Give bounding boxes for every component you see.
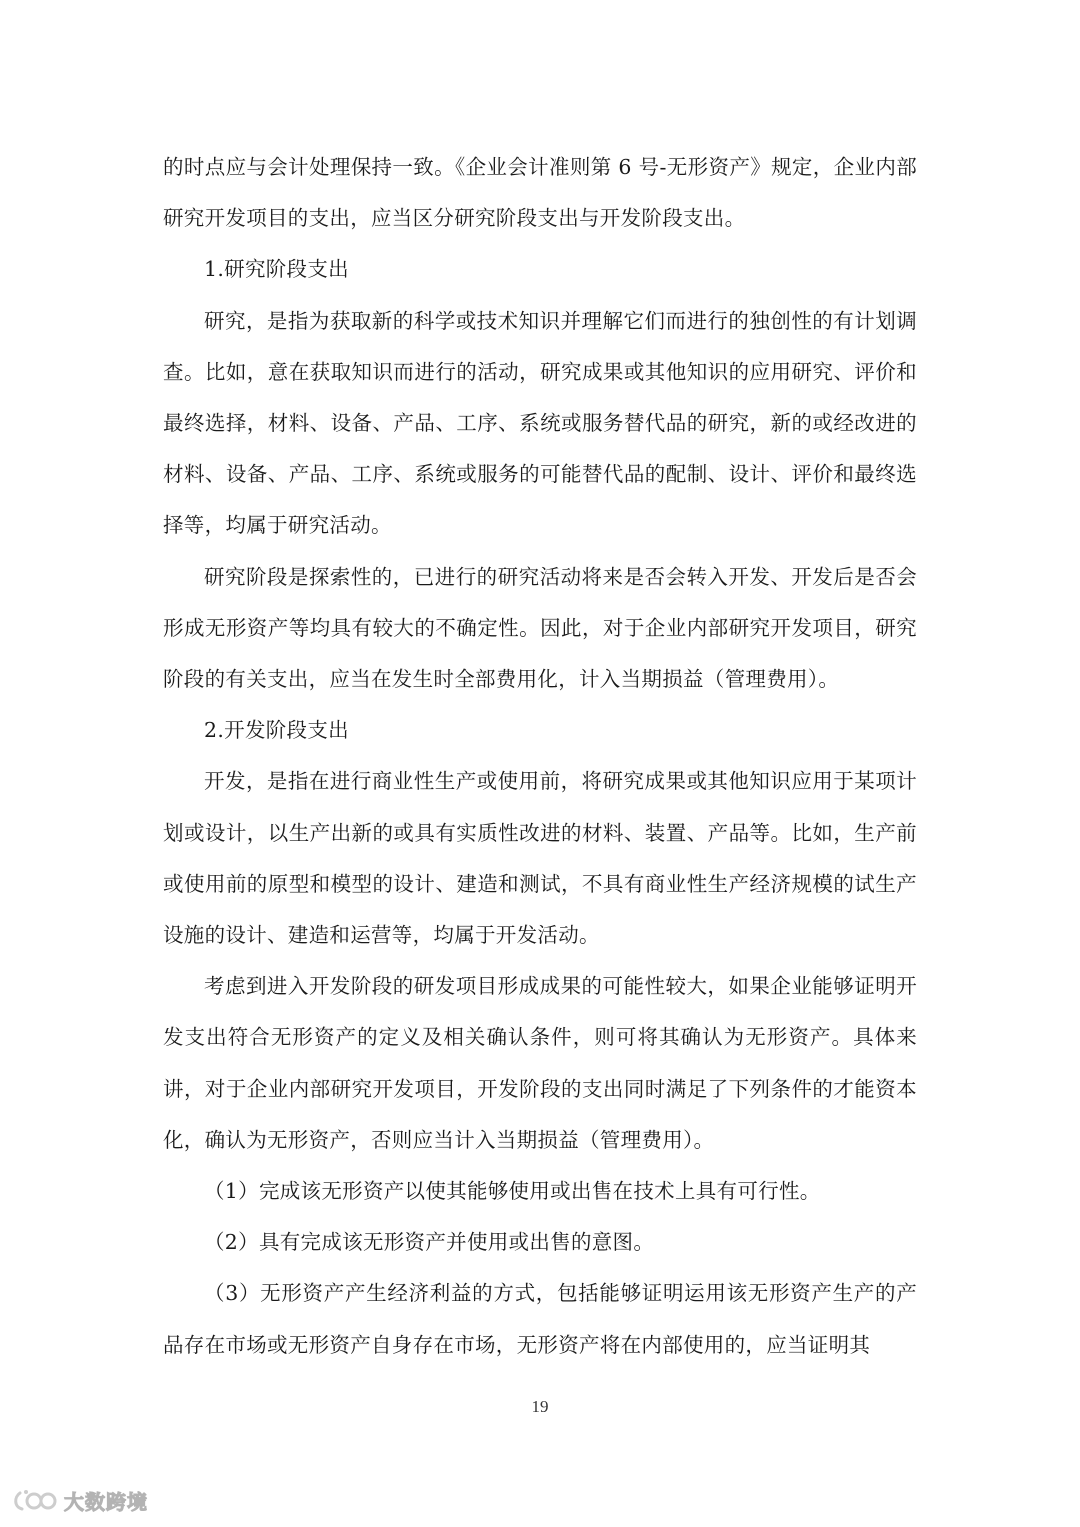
condition-item-3: （3）无形资产产生经济利益的方式，包括能够证明运用该无形资产生产的产品存在市场或无形资产自身存在市场，无形资产将在内部使用的，应当证明其 [163,1281,917,1357]
watermark-text: 大数跨境 [64,1490,148,1514]
condition-item-1: （1）完成该无形资产以使其能够使用或出售在技术上具有可行性。 [204,1179,821,1204]
section-heading-development: 2.开发阶段支出 [204,718,349,743]
page-number: 19 [531,1397,549,1416]
paragraph-development-definition: 开发，是指在进行商业性生产或使用前，将研究成果或其他知识应用于某项计划或设计，以生产出新的或具有实质性改进的材料、装置、产品等。比如，生产前或使用前的原型和模型的设计、建造和测试，不具有商业性生产经济规模的试生产设施的设计、建造和运营等，均属于开发活动。 [163,769,917,948]
paragraph-1: 的时点应与会计处理保持一致。《企业会计准则第 6 号-无形资产》规定，企业内部研究开发项目的支出，应当区分研究阶段支出与开发阶段支出。 [163,155,917,231]
section-heading-research: 1.研究阶段支出 [204,257,349,282]
watermark [12,1486,148,1515]
paragraph-research-definition: 研究，是指为获取新的科学或技术知识并理解它们而进行的独创性的有计划调查。比如，意在获取知识而进行的活动，研究成果或其他知识的应用研究、评价和最终选择，材料、设备、产品、工序、系统或服务替代品的研究，新的或经改进的材料、设备、产品、工序、系统或服务的可能替代品的配制、设计、评价和最终选择等，均属于研究活动。 [163,308,917,538]
document-body [163,142,917,1371]
paragraph-capitalization: 考虑到进入开发阶段的研发项目形成成果的可能性较大，如果企业能够证明开发支出符合无形资产的定义及相关确认条件，则可将其确认为无形资产。具体来讲，对于企业内部研究开发项目，开发阶段的支出同时满足了下列条件的才能资本化，确认为无形资产，否则应当计入当期损益（管理费用）。 [163,974,917,1152]
condition-item-2: （2）具有完成该无形资产并使用或出售的意图。 [204,1230,655,1255]
paragraph-research-stage: 研究阶段是探索性的，已进行的研究活动将来是否会转入开发、开发后是否会形成无形资产等均具有较大的不确定性。因此，对于企业内部研究开发项目，研究阶段的有关支出，应当在发生时全部费用化，计入当期损益（管理费用）。 [163,564,917,692]
logo-icon [12,1487,60,1515]
